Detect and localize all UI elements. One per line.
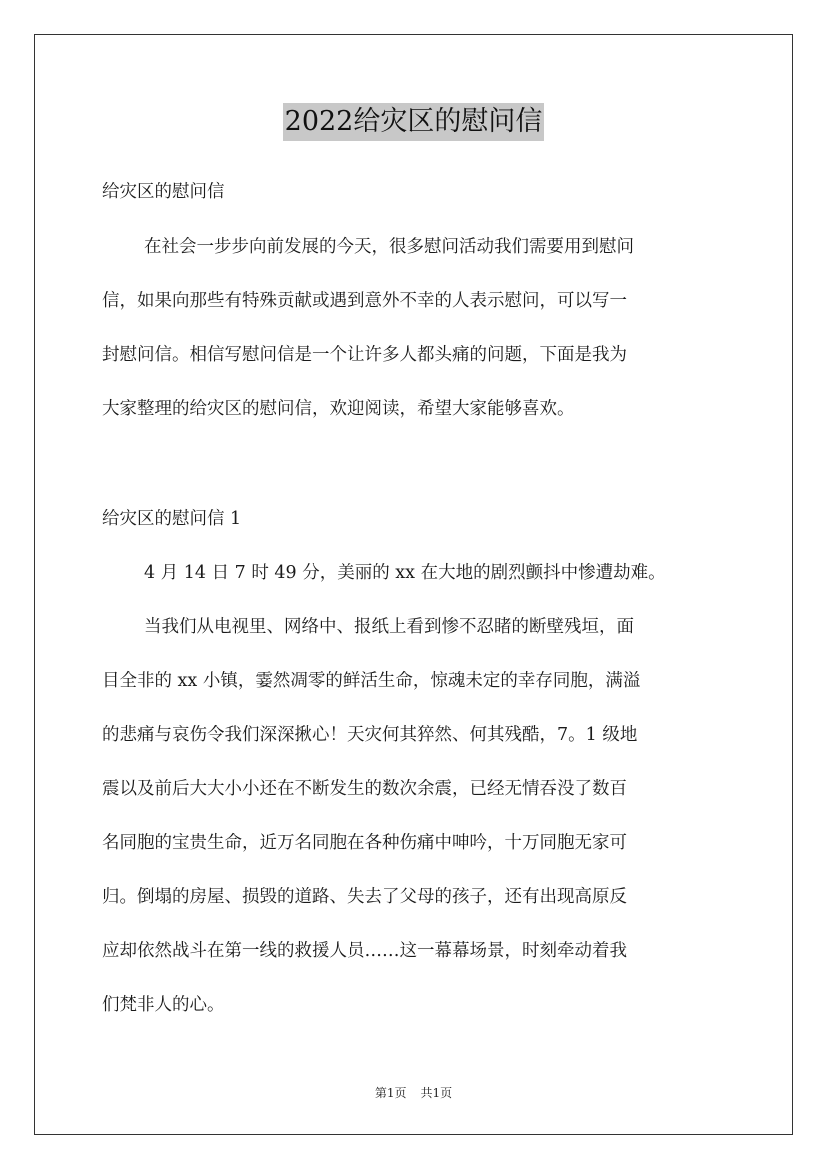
paragraph-line: 应却依然战斗在第一线的救援人员……这一幕幕场景，时刻牵动着我 bbox=[102, 941, 627, 961]
paragraph-line: 当我们从电视里、网络中、报纸上看到惨不忍睹的断壁残垣，面 bbox=[144, 617, 634, 637]
section-heading: 给灾区的慰问信 bbox=[102, 182, 225, 202]
paragraph-line: 大家整理的给灾区的慰问信，欢迎阅读，希望大家能够喜欢。 bbox=[102, 399, 575, 419]
page-footer bbox=[0, 1085, 827, 1101]
paragraph-line: 震以及前后大大小小还在不断发生的数次余震，已经无情吞没了数百 bbox=[102, 779, 627, 799]
paragraph-line: 归。倒塌的房屋、损毁的道路、失去了父母的孩子，还有出现高原反 bbox=[102, 887, 627, 907]
paragraph-line: 名同胞的宝贵生命，近万名同胞在各种伤痛中呻吟，十万同胞无家可 bbox=[102, 833, 627, 853]
paragraph-line: 在社会一步步向前发展的今天，很多慰问活动我们需要用到慰问 bbox=[144, 237, 634, 257]
paragraph-line: 的悲痛与哀伤令我们深深揪心！天灾何其猝然、何其残酷，7。1 级地 bbox=[102, 725, 638, 745]
title-block bbox=[0, 103, 827, 141]
paragraph-line: 信，如果向那些有特殊贡献或遇到意外不幸的人表示慰问，可以写一 bbox=[102, 291, 627, 311]
document-title: 2022给灾区的慰问信 bbox=[283, 103, 545, 141]
page-number-current: 第1页 bbox=[374, 1086, 407, 1100]
page-number-total: 共1页 bbox=[420, 1086, 453, 1100]
paragraph-line: 4 月 14 日 7 时 49 分，美丽的 xx 在大地的剧烈颤抖中惨遭劫难。 bbox=[144, 563, 666, 583]
paragraph-line: 封慰问信。相信写慰问信是一个让许多人都头痛的问题，下面是我为 bbox=[102, 345, 627, 365]
section-heading: 给灾区的慰问信 1 bbox=[102, 509, 242, 529]
paragraph-line: 目全非的 xx 小镇，霎然凋零的鲜活生命，惊魂未定的幸存同胞，满溢 bbox=[102, 671, 641, 691]
paragraph-line: 们梵非人的心。 bbox=[102, 995, 225, 1015]
